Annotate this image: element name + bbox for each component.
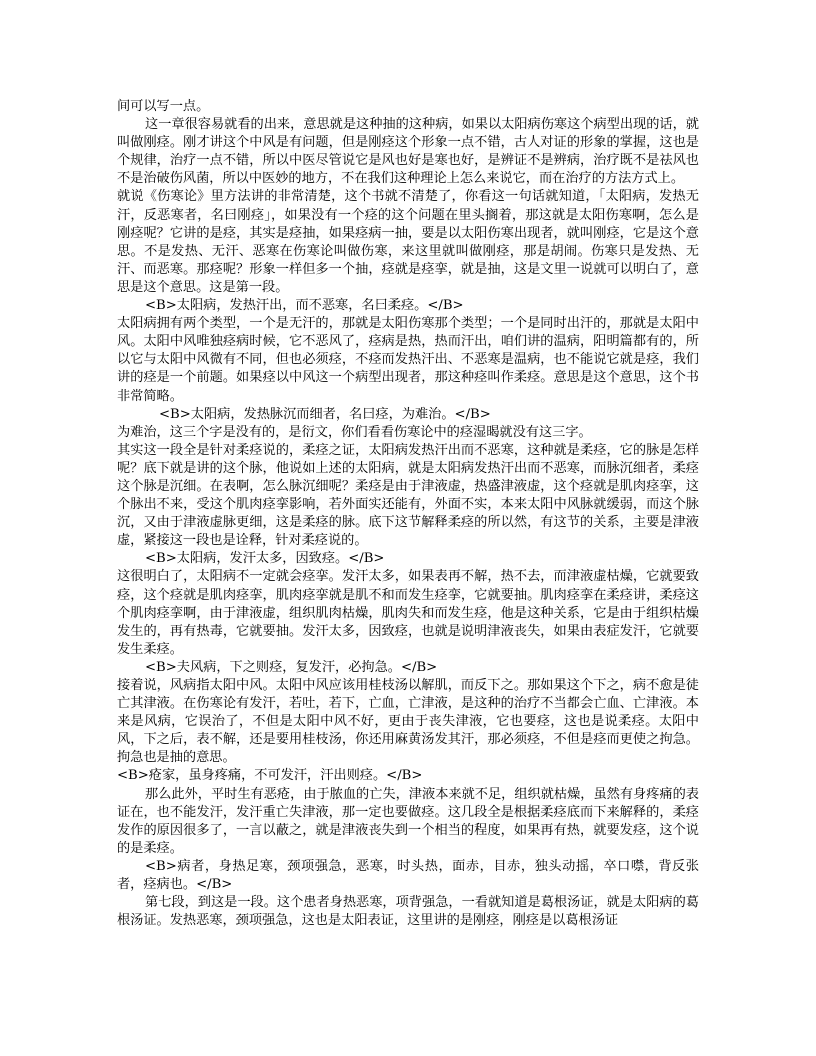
paragraph-classic-verse: <B>病者，身热足寒，颈项强急，恶寒，时头热，面赤，目赤，独头动摇，卒口噤，背反张者，痉病也。</B> xyxy=(117,858,699,893)
paragraph-classic-verse: <B>太阳病，发热汗出，而不恶寒，名曰柔痉。</B> xyxy=(145,298,464,314)
paragraph-commentary: 为难治，这三个字是没有的，是衍文，你们看看伤寒论中的痉湿暍就没有这三字。 xyxy=(117,424,592,440)
paragraph-commentary: 这一章很容易就看的出来，意思就是这种抽的这种病，如果以太阳病伤寒这个病型出现的话，就叫做刚痉。刚才讲这个中风是有问题，但是刚痉这个形象一点不错，古人对证的形象的掌握，这也是个规律，治疗一点不错，所以中医尽管说它是风也好是寒也好，是辨证不是辨病，治疗既不是祛风也不是治破伤风菌，所以中医妙的地方，不在我们这种理论上怎么来说它，而在治疗的方法方式上。 xyxy=(117,117,699,187)
paragraph-classic-verse: <B>太阳病，发汗太多，因致痉。</B> xyxy=(145,551,385,567)
paragraph-commentary: 第七段，到这是一段。这个患者身热恶寒，项背强急，一看就知道是葛根汤证，就是太阳病的葛根汤证。发热恶寒，颈项强急，这也是太阳表证，这里讲的是刚痉，刚痉是以葛根汤证 xyxy=(117,895,699,929)
paragraph-classic-verse: <B>太阳病，发热脉沉而细者，名曰痉，为难治。</B> xyxy=(159,406,491,422)
document-page xyxy=(117,98,699,930)
paragraph-continuation: 间可以写一点。 xyxy=(117,99,210,114)
paragraph-classic-verse: <B>夫风病，下之则痉，复发汗，必拘急。</B> xyxy=(145,659,438,675)
paragraph-commentary: 太阳病拥有两个类型，一个是无汗的，那就是太阳伤寒那个类型；一个是同时出汗的，那就是太阳中风。太阳中风唯独痉病时候，它不恶风了，痉病是热，热而汗出，咱们讲的温病，阳明篇都有的，所以它与太阳中风微有不同，但也必须痉，不痉而发热汗出、不恶寒是温病，也不能说它就是痉，我们讲的痉是一个前题。如果痉以中风这一个病型出现者，那这种痉叫作柔痉。意思是这个意思，这个书非常简略。 xyxy=(117,316,699,404)
paragraph-commentary: 那么此外，平时生有恶疮，由于脓血的亡失，津液本来就不足，组织就枯燥，虽然有身疼痛的表证在，也不能发汗，发汗重亡失津液，那一定也要做痉。这几段全是根据柔痉底而下来解释的，柔痉发作的原因很多了，一言以蔽之，就是津液丧失到一个相当的程度，如果再有热，就要发痉，这个说的是柔痉。 xyxy=(117,786,699,856)
paragraph-commentary: 这很明白了，太阳病不一定就会痉挛。发汗太多，如果表再不解，热不去，而津液虚枯燥，它就要致痉，这个痉就是肌肉痉挛，肌肉痉挛就是肌不和而发生痉挛，它就要抽。肌肉痉挛在柔痉讲，柔痉这个肌肉痉挛啊，由于津液虚，组织肌肉枯燥，肌肉失和而发生痉，他是这种关系，它是由于组织枯燥发生的，再有热毒，它就要抽。发汗太多，因致痉，也就是说明津液丧失，如果由表症发汗，它就要发生柔痉。 xyxy=(117,569,699,657)
paragraph-commentary: 其实这一段全是针对柔痉说的，柔痉之证，太阳病发热汗出而不恶寒，这种就是柔痉，它的脉是怎样呢？底下就是讲的这个脉，他说如上述的太阳病，就是太阳病发热汗出而不恶寒，而脉沉细者，柔痉这个脉是沉细。在表啊，怎么脉沉细呢？柔痉是由于津液虚，热盛津液虚，这个痉就是肌肉痉挛，这个脉出不来，受这个肌肉痉挛影响，若外面实还能有，外面不实，本来太阳中风脉就缓弱，而这个脉沉，又由于津液虚脉更细，这是柔痉的脉。底下这节解释柔痉的所以然，有这节的关系，主要是津液虚，紧接这一段也是诠释，针对柔痉说的。 xyxy=(117,442,699,549)
paragraph-commentary: 接着说，风病指太阳中风。太阳中风应该用桂枝汤以解肌，而反下之。那如果这个下之，病不愈是徒亡其津液。在伤寒论有发汗，若吐，若下，亡血，亡津液，是这种的治疗不当都会亡血、亡津液。本来是风病，它误治了，不但是太阳中风不好，更由于丧失津液，它也要痉，这也是说柔痉。太阳中风，下之后，表不解，还是要用桂枝汤，你还用麻黄汤发其汗，那必须痉，不但是痉而更使之拘急。拘急也是抽的意思。 xyxy=(117,678,699,766)
paragraph-classic-verse: <B>疮家，虽身疼痛，不可发汗，汗出则痉。</B> xyxy=(117,768,423,784)
paragraph-commentary: 就说《伤寒论》里方法讲的非常清楚，这个书就不清楚了，你看这一句话就知道，「太阳病，发热无汗，反恶寒者，名曰刚痉」，如果没有一个痉的这个问题在里头搁着，那这就是太阳伤寒啊，怎么是刚痉呢？它讲的是痉，其实是痉抽，如果痉病一抽，要是以太阳伤寒出现者，就叫刚痉，它是这个意思。不是发热、无汗、恶寒在伤寒论叫做伤寒，来这里就叫做刚痉，那是胡闹。伤寒只是发热、无汗、而恶寒。那痉呢？形象一样但多一个抽，痉就是痉挛，就是抽，这是文里一说就可以明白了，意思是这个意思。这是第一段。 xyxy=(117,189,699,295)
